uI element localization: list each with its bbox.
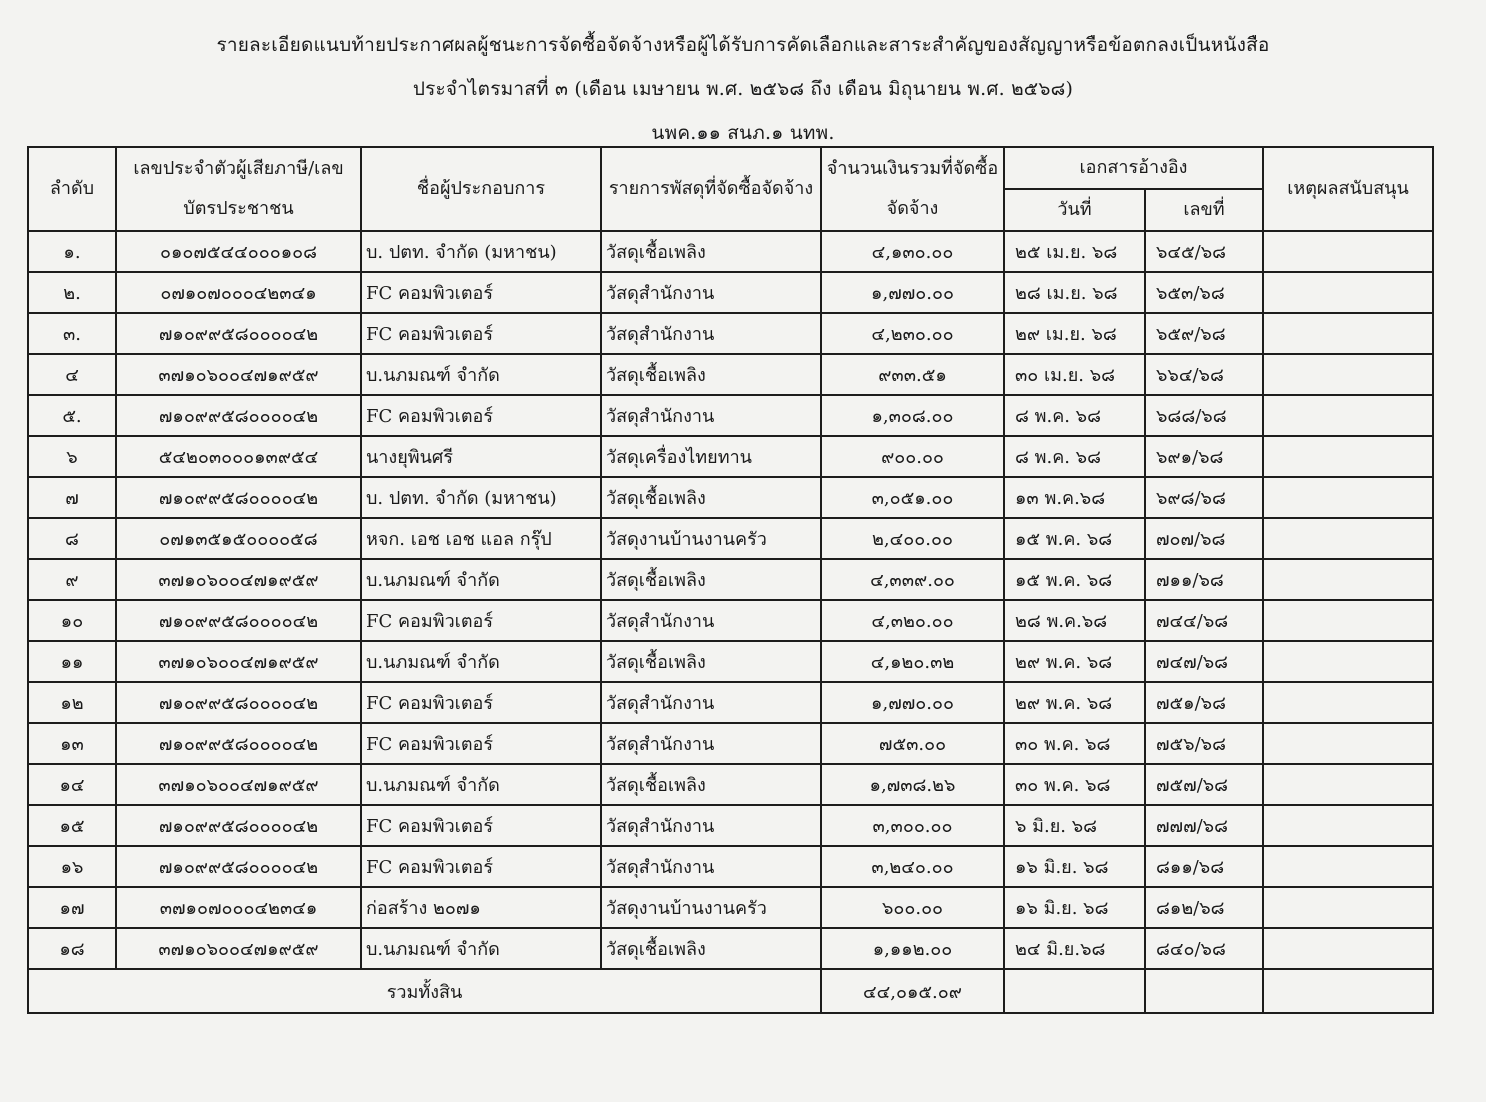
tax-id-cell: ๗๑๐๙๙๕๘๐๐๐๐๔๒ bbox=[116, 313, 361, 354]
date-cell: ๘ พ.ค. ๖๘ bbox=[1004, 436, 1145, 477]
refno-cell: ๗๔๔/๖๘ bbox=[1145, 600, 1263, 641]
vendor-cell: FC คอมพิวเตอร์ bbox=[361, 600, 601, 641]
vendor-cell: บ.นภมณฑ์ จำกัด bbox=[361, 641, 601, 682]
vendor-cell: บ.นภมณฑ์ จำกัด bbox=[361, 559, 601, 600]
table-row bbox=[28, 805, 1433, 846]
refno-cell: ๘๔๐/๖๘ bbox=[1145, 928, 1263, 969]
table-row bbox=[28, 723, 1433, 764]
amount-cell: ๔,๓๓๙.๐๐ bbox=[821, 559, 1004, 600]
reason-cell bbox=[1263, 887, 1433, 928]
amount-cell: ๗๕๓.๐๐ bbox=[821, 723, 1004, 764]
date-cell: ๒๘ พ.ค.๖๘ bbox=[1004, 600, 1145, 641]
header-reference: เอกสารอ้างอิง bbox=[1004, 147, 1263, 189]
amount-cell: ๑,๓๐๘.๐๐ bbox=[821, 395, 1004, 436]
reason-cell bbox=[1263, 682, 1433, 723]
vendor-cell: บ.นภมณฑ์ จำกัด bbox=[361, 354, 601, 395]
table-row bbox=[28, 395, 1433, 436]
tax-id-cell: ๓๗๑๐๖๐๐๔๗๑๙๕๙ bbox=[116, 559, 361, 600]
amount-cell: ๑,๑๑๒.๐๐ bbox=[821, 928, 1004, 969]
item-cell: วัสดุสำนักงาน bbox=[601, 846, 821, 887]
row-number: ๘ bbox=[28, 518, 116, 559]
table-row bbox=[28, 928, 1433, 969]
date-cell: ๓๐ พ.ค. ๖๘ bbox=[1004, 723, 1145, 764]
date-cell: ๒๔ มิ.ย.๖๘ bbox=[1004, 928, 1145, 969]
item-cell: วัสดุสำนักงาน bbox=[601, 395, 821, 436]
date-cell: ๑๕ พ.ค. ๖๘ bbox=[1004, 559, 1145, 600]
row-number: ๑๐ bbox=[28, 600, 116, 641]
reason-cell bbox=[1263, 313, 1433, 354]
tax-id-cell: ๗๑๐๙๙๕๘๐๐๐๐๔๒ bbox=[116, 600, 361, 641]
vendor-cell: FC คอมพิวเตอร์ bbox=[361, 805, 601, 846]
tax-id-cell: ๐๑๐๗๕๔๔๐๐๐๑๐๘ bbox=[116, 231, 361, 272]
vendor-cell: FC คอมพิวเตอร์ bbox=[361, 723, 601, 764]
tax-id-cell: ๐๗๑๓๕๑๕๐๐๐๐๕๘ bbox=[116, 518, 361, 559]
tax-id-cell: ๓๗๑๐๖๐๐๔๗๑๙๕๙ bbox=[116, 354, 361, 395]
reason-cell bbox=[1263, 436, 1433, 477]
vendor-cell: FC คอมพิวเตอร์ bbox=[361, 846, 601, 887]
header-refno: เลขที่ bbox=[1145, 189, 1263, 231]
row-number: ๑๘ bbox=[28, 928, 116, 969]
refno-cell: ๗๕๑/๖๘ bbox=[1145, 682, 1263, 723]
refno-cell: ๖๔๕/๖๘ bbox=[1145, 231, 1263, 272]
vendor-cell: นางยุพินศรี bbox=[361, 436, 601, 477]
item-cell: วัสดุสำนักงาน bbox=[601, 805, 821, 846]
tax-id-cell: ๓๗๑๐๖๐๐๔๗๑๙๕๙ bbox=[116, 928, 361, 969]
item-cell: วัสดุเครื่องไทยทาน bbox=[601, 436, 821, 477]
tax-id-cell: ๗๑๐๙๙๕๘๐๐๐๐๔๒ bbox=[116, 682, 361, 723]
date-cell: ๑๖ มิ.ย. ๖๘ bbox=[1004, 846, 1145, 887]
total-date-cell bbox=[1004, 969, 1145, 1013]
header-taxid: เลขประจำตัวผู้เสียภาษี/เลขบัตรประชาชน bbox=[116, 147, 361, 231]
unit-name: นพค.๑๑ สนภ.๑ นทพ. bbox=[651, 122, 835, 144]
tax-id-cell: ๓๗๑๐๗๐๐๐๔๒๓๔๑ bbox=[116, 887, 361, 928]
vendor-cell: FC คอมพิวเตอร์ bbox=[361, 272, 601, 313]
total-row bbox=[28, 969, 1433, 1013]
tax-id-cell: ๗๑๐๙๙๕๘๐๐๐๐๔๒ bbox=[116, 723, 361, 764]
row-number: ๓. bbox=[28, 313, 116, 354]
item-cell: วัสดุงานบ้านงานครัว bbox=[601, 518, 821, 559]
item-cell: วัสดุงานบ้านงานครัว bbox=[601, 887, 821, 928]
amount-cell: ๙๓๓.๕๑ bbox=[821, 354, 1004, 395]
refno-cell: ๖๙๑/๖๘ bbox=[1145, 436, 1263, 477]
reason-cell bbox=[1263, 518, 1433, 559]
vendor-cell: บ.นภมณฑ์ จำกัด bbox=[361, 928, 601, 969]
header-amount: จำนวนเงินรวมที่จัดซื้อจัดจ้าง bbox=[821, 147, 1004, 231]
refno-cell: ๗๕๗/๖๘ bbox=[1145, 764, 1263, 805]
reason-cell bbox=[1263, 559, 1433, 600]
header-reason: เหตุผลสนับสนุน bbox=[1263, 147, 1433, 231]
reason-cell bbox=[1263, 928, 1433, 969]
amount-cell: ๑,๗๗๐.๐๐ bbox=[821, 272, 1004, 313]
table-row bbox=[28, 641, 1433, 682]
table-row bbox=[28, 559, 1433, 600]
vendor-cell: FC คอมพิวเตอร์ bbox=[361, 682, 601, 723]
row-number: ๑๕ bbox=[28, 805, 116, 846]
table-row bbox=[28, 764, 1433, 805]
table-row bbox=[28, 313, 1433, 354]
row-number: ๒. bbox=[28, 272, 116, 313]
amount-cell: ๔,๒๓๐.๐๐ bbox=[821, 313, 1004, 354]
date-cell: ๑๓ พ.ค.๖๘ bbox=[1004, 477, 1145, 518]
refno-cell: ๘๑๑/๖๘ bbox=[1145, 846, 1263, 887]
date-cell: ๒๙ พ.ค. ๖๘ bbox=[1004, 641, 1145, 682]
reason-cell bbox=[1263, 231, 1433, 272]
document-title: รายละเอียดแนบท้ายประกาศผลผู้ชนะการจัดซื้อจัดจ้างหรือผู้ได้รับการคัดเลือกและสาระสำคัญของสัญญาหรือข้อตกลงเป็นหนังสือ bbox=[216, 34, 1270, 56]
amount-cell: ๒,๔๐๐.๐๐ bbox=[821, 518, 1004, 559]
row-number: ๖ bbox=[28, 436, 116, 477]
table-row bbox=[28, 518, 1433, 559]
reason-cell bbox=[1263, 477, 1433, 518]
item-cell: วัสดุสำนักงาน bbox=[601, 313, 821, 354]
row-number: ๑. bbox=[28, 231, 116, 272]
total-reason-cell bbox=[1263, 969, 1433, 1013]
date-cell: ๑๕ พ.ค. ๖๘ bbox=[1004, 518, 1145, 559]
row-number: ๑๗ bbox=[28, 887, 116, 928]
amount-cell: ๔,๑๓๐.๐๐ bbox=[821, 231, 1004, 272]
row-number: ๑๖ bbox=[28, 846, 116, 887]
header-item: รายการพัสดุที่จัดซื้อจัดจ้าง bbox=[601, 147, 821, 231]
procurement-table bbox=[27, 146, 1434, 1014]
amount-cell: ๔,๓๒๐.๐๐ bbox=[821, 600, 1004, 641]
table-row bbox=[28, 887, 1433, 928]
tax-id-cell: ๗๑๐๙๙๕๘๐๐๐๐๔๒ bbox=[116, 395, 361, 436]
total-label: รวมทั้งสิน bbox=[28, 969, 821, 1013]
header-date: วันที่ bbox=[1004, 189, 1145, 231]
table-row bbox=[28, 477, 1433, 518]
item-cell: วัสดุเชื้อเพลิง bbox=[601, 641, 821, 682]
vendor-cell: บ. ปตท. จำกัด (มหาชน) bbox=[361, 231, 601, 272]
tax-id-cell: ๗๑๐๙๙๕๘๐๐๐๐๔๒ bbox=[116, 805, 361, 846]
vendor-cell: หจก. เอช เอช แอล กรุ๊ป bbox=[361, 518, 601, 559]
header-no: ลำดับ bbox=[28, 147, 116, 231]
row-number: ๑๒ bbox=[28, 682, 116, 723]
reason-cell bbox=[1263, 723, 1433, 764]
item-cell: วัสดุสำนักงาน bbox=[601, 600, 821, 641]
amount-cell: ๓,๒๔๐.๐๐ bbox=[821, 846, 1004, 887]
refno-cell: ๗๐๗/๖๘ bbox=[1145, 518, 1263, 559]
row-number: ๔ bbox=[28, 354, 116, 395]
table-row bbox=[28, 231, 1433, 272]
reason-cell bbox=[1263, 641, 1433, 682]
date-cell: ๒๘ เม.ย. ๖๘ bbox=[1004, 272, 1145, 313]
date-cell: ๒๕ เม.ย. ๖๘ bbox=[1004, 231, 1145, 272]
refno-cell: ๗๕๖/๖๘ bbox=[1145, 723, 1263, 764]
total-refno-cell bbox=[1145, 969, 1263, 1013]
amount-cell: ๖๐๐.๐๐ bbox=[821, 887, 1004, 928]
refno-cell: ๖๖๔/๖๘ bbox=[1145, 354, 1263, 395]
row-number: ๑๓ bbox=[28, 723, 116, 764]
reason-cell bbox=[1263, 600, 1433, 641]
row-number: ๗ bbox=[28, 477, 116, 518]
refno-cell: ๘๑๒/๖๘ bbox=[1145, 887, 1263, 928]
item-cell: วัสดุเชื้อเพลิง bbox=[601, 928, 821, 969]
table-row bbox=[28, 600, 1433, 641]
date-cell: ๒๙ เม.ย. ๖๘ bbox=[1004, 313, 1145, 354]
item-cell: วัสดุสำนักงาน bbox=[601, 682, 821, 723]
tax-id-cell: ๓๗๑๐๖๐๐๔๗๑๙๕๙ bbox=[116, 764, 361, 805]
tax-id-cell: ๐๗๑๐๗๐๐๐๔๒๓๔๑ bbox=[116, 272, 361, 313]
reason-cell bbox=[1263, 272, 1433, 313]
refno-cell: ๖๘๘/๖๘ bbox=[1145, 395, 1263, 436]
document-subtitle: ประจำไตรมาสที่ ๓ (เดือน เมษายน พ.ศ. ๒๕๖๘ ถึง เดือน มิถุนายน พ.ศ. ๒๕๖๘) bbox=[412, 78, 1074, 100]
reason-cell bbox=[1263, 805, 1433, 846]
item-cell: วัสดุเชื้อเพลิง bbox=[601, 477, 821, 518]
item-cell: วัสดุเชื้อเพลิง bbox=[601, 559, 821, 600]
reason-cell bbox=[1263, 764, 1433, 805]
refno-cell: ๗๑๑/๖๘ bbox=[1145, 559, 1263, 600]
date-cell: ๑๖ มิ.ย. ๖๘ bbox=[1004, 887, 1145, 928]
vendor-cell: บ. ปตท. จำกัด (มหาชน) bbox=[361, 477, 601, 518]
amount-cell: ๙๐๐.๐๐ bbox=[821, 436, 1004, 477]
refno-cell: ๖๕๓/๖๘ bbox=[1145, 272, 1263, 313]
amount-cell: ๓,๓๐๐.๐๐ bbox=[821, 805, 1004, 846]
date-cell: ๓๐ เม.ย. ๖๘ bbox=[1004, 354, 1145, 395]
vendor-cell: FC คอมพิวเตอร์ bbox=[361, 395, 601, 436]
refno-cell: ๖๙๘/๖๘ bbox=[1145, 477, 1263, 518]
table-row bbox=[28, 354, 1433, 395]
tax-id-cell: ๓๗๑๐๖๐๐๔๗๑๙๕๙ bbox=[116, 641, 361, 682]
item-cell: วัสดุสำนักงาน bbox=[601, 723, 821, 764]
item-cell: วัสดุเชื้อเพลิง bbox=[601, 231, 821, 272]
item-cell: วัสดุสำนักงาน bbox=[601, 272, 821, 313]
date-cell: ๖ มิ.ย. ๖๘ bbox=[1004, 805, 1145, 846]
row-number: ๙ bbox=[28, 559, 116, 600]
table-row bbox=[28, 846, 1433, 887]
tax-id-cell: ๗๑๐๙๙๕๘๐๐๐๐๔๒ bbox=[116, 846, 361, 887]
amount-cell: ๓,๐๕๑.๐๐ bbox=[821, 477, 1004, 518]
refno-cell: ๖๕๙/๖๘ bbox=[1145, 313, 1263, 354]
refno-cell: ๗๔๗/๖๘ bbox=[1145, 641, 1263, 682]
table-row bbox=[28, 272, 1433, 313]
item-cell: วัสดุเชื้อเพลิง bbox=[601, 354, 821, 395]
vendor-cell: บ.นภมณฑ์ จำกัด bbox=[361, 764, 601, 805]
reason-cell bbox=[1263, 846, 1433, 887]
amount-cell: ๔,๑๒๐.๓๒ bbox=[821, 641, 1004, 682]
table-row bbox=[28, 436, 1433, 477]
tax-id-cell: ๕๔๒๐๓๐๐๐๑๓๙๕๔ bbox=[116, 436, 361, 477]
item-cell: วัสดุเชื้อเพลิง bbox=[601, 764, 821, 805]
amount-cell: ๑,๗๗๐.๐๐ bbox=[821, 682, 1004, 723]
date-cell: ๘ พ.ค. ๖๘ bbox=[1004, 395, 1145, 436]
table-body bbox=[28, 231, 1433, 969]
reason-cell bbox=[1263, 395, 1433, 436]
row-number: ๑๔ bbox=[28, 764, 116, 805]
vendor-cell: ก่อสร้าง ๒๐๗๑ bbox=[361, 887, 601, 928]
row-number: ๑๑ bbox=[28, 641, 116, 682]
header-vendor: ชื่อผู้ประกอบการ bbox=[361, 147, 601, 231]
vendor-cell: FC คอมพิวเตอร์ bbox=[361, 313, 601, 354]
row-number: ๕. bbox=[28, 395, 116, 436]
total-amount: ๔๔,๐๑๕.๐๙ bbox=[821, 969, 1004, 1013]
refno-cell: ๗๗๗/๖๘ bbox=[1145, 805, 1263, 846]
amount-cell: ๑,๗๓๘.๒๖ bbox=[821, 764, 1004, 805]
date-cell: ๓๐ พ.ค. ๖๘ bbox=[1004, 764, 1145, 805]
reason-cell bbox=[1263, 354, 1433, 395]
date-cell: ๒๙ พ.ค. ๖๘ bbox=[1004, 682, 1145, 723]
table-row bbox=[28, 682, 1433, 723]
tax-id-cell: ๗๑๐๙๙๕๘๐๐๐๐๔๒ bbox=[116, 477, 361, 518]
